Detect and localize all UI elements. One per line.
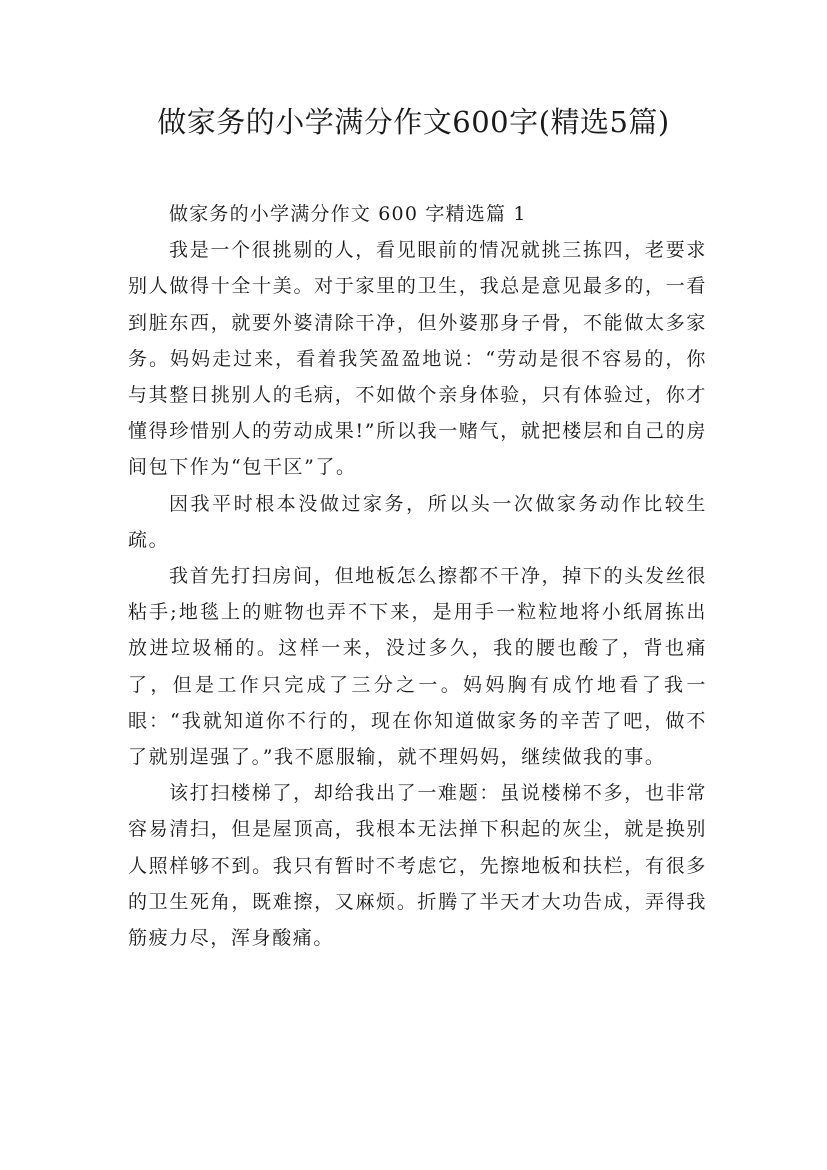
section-heading: 做家务的小学满分作文 600 字精选篇 1 xyxy=(169,203,527,225)
paragraph-3: 我首先打扫房间，但地板怎么擦都不干净，掉下的头发丝很粘手;地毯上的赃物也弄不下来，是用手一粒粒地将小纸屑拣出放进垃圾桶的。这样一来，没过多久，我的腰也酸了，背也痛了，但是工作只完成了三分之一。妈妈胸有成竹地看了我一眼：“我就知道你不行的，现在你知道做家务的辛苦了吧，做不了就别逞强了。”我不愿服输，就不理妈妈，继续做我的事。 xyxy=(128,565,707,769)
paragraph-4: 该打扫楼梯了，却给我出了一难题：虽说楼梯不多，也非常容易清扫，但是屋顶高，我根本无法掸下积起的灰尘，就是换别人照样够不到。我只有暂时不考虑它，先擦地板和扶栏，有很多的卫生死角，既难擦，又麻烦。折腾了半天才大功告成，弄得我筋疲力尽，浑身酸痛。 xyxy=(128,782,707,950)
paragraph-2: 因我平时根本没做过家务，所以头一次做家务动作比较生疏。 xyxy=(128,492,707,551)
document-body xyxy=(128,196,707,956)
document-title: 做家务的小学满分作文600字(精选5篇) xyxy=(157,105,670,139)
paragraph-1: 我是一个很挑剔的人，看见眼前的情况就挑三拣四，老要求别人做得十全十美。对于家里的卫生，我总是意见最多的，一看到脏东西，就要外婆清除干净，但外婆那身子骨，不能做太多家务。妈妈走过来，看着我笑盈盈地说：“劳动是很不容易的，你与其整日挑别人的毛病，不如做个亲身体验，只有体验过，你才懂得珍惜别人的劳动成果!”所以我一赌气，就把楼层和自己的房间包下作为“包干区”了。 xyxy=(128,239,707,479)
